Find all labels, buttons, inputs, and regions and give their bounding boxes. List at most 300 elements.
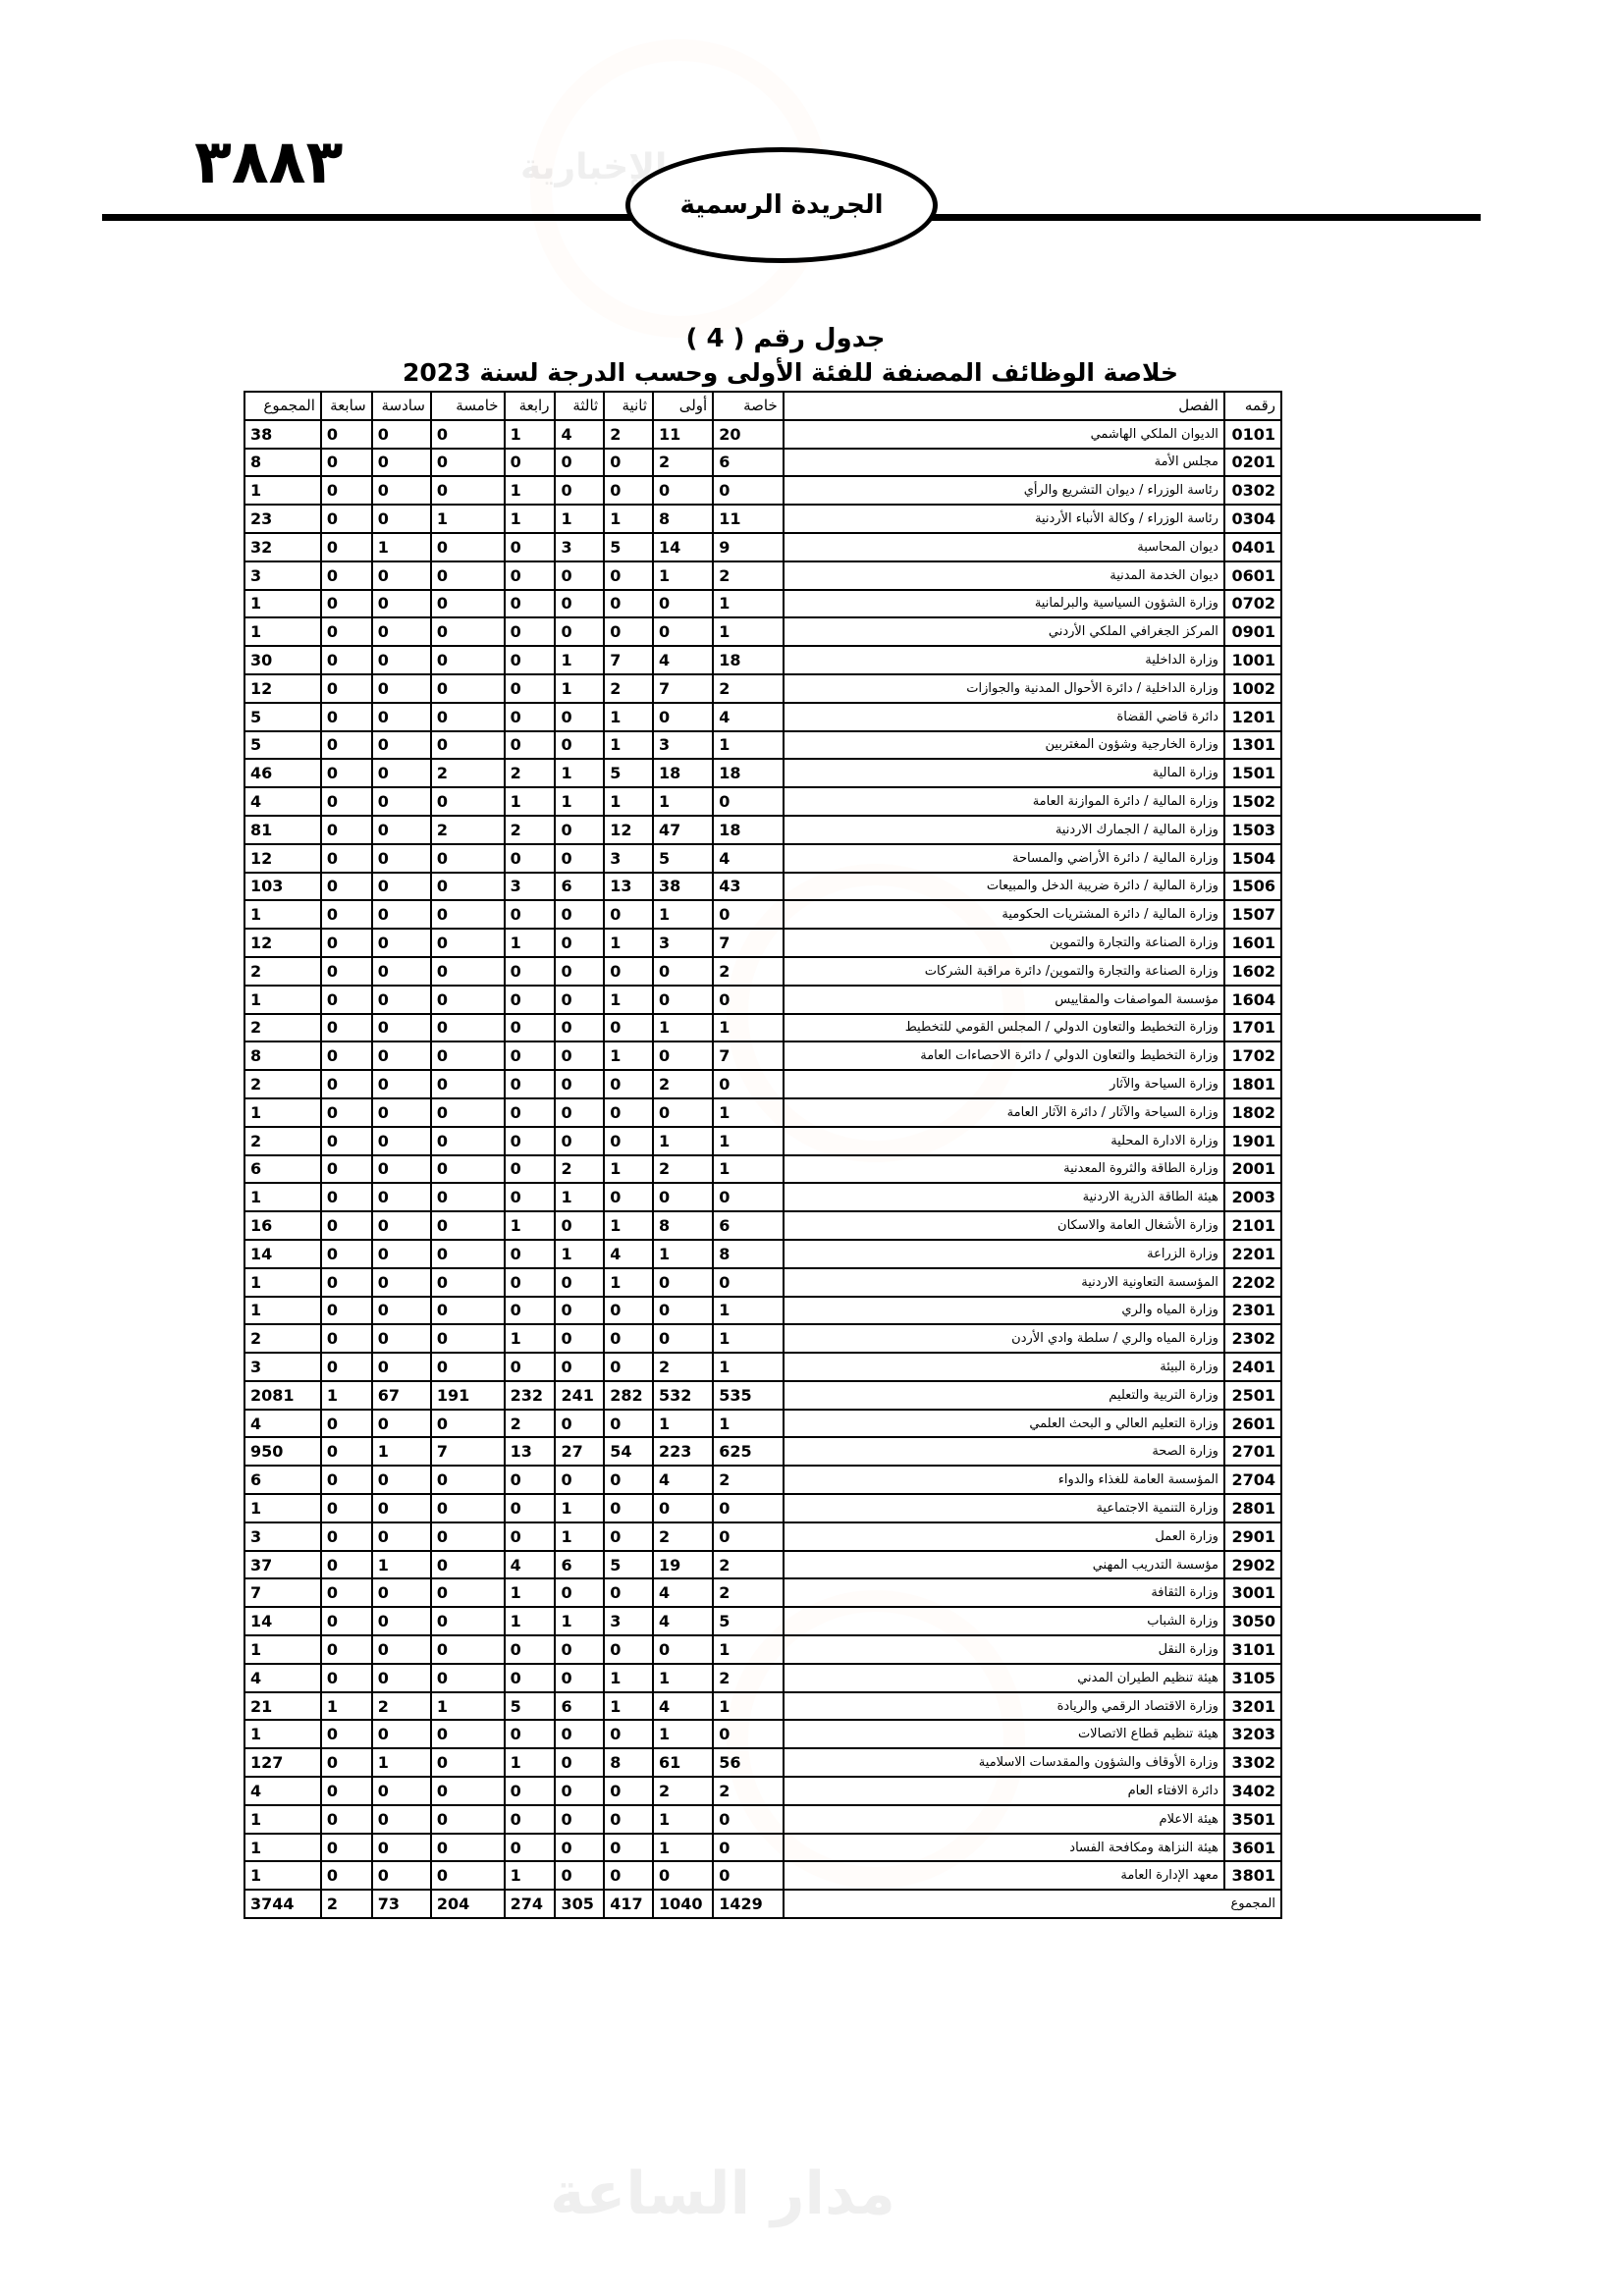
chapter-code: 3402 bbox=[1224, 1777, 1281, 1805]
grade-count-cell: 12 bbox=[604, 816, 653, 844]
chapter-name: وزارة الصناعة والتجارة والتموين/ دائرة مراقبة الشركات bbox=[784, 957, 1224, 986]
table-row bbox=[244, 929, 1281, 957]
grade-count-cell: 2 bbox=[653, 449, 713, 477]
chapter-code: 3201 bbox=[1224, 1692, 1281, 1721]
grade-count-cell: 0 bbox=[653, 617, 713, 646]
grade-count-cell: 2 bbox=[431, 816, 505, 844]
grade-count-cell: 1 bbox=[604, 1268, 653, 1297]
chapter-code: 2704 bbox=[1224, 1466, 1281, 1494]
grade-count-cell: 18 bbox=[713, 759, 784, 787]
chapter-code: 1702 bbox=[1224, 1041, 1281, 1070]
grade-count-cell: 6 bbox=[713, 1211, 784, 1240]
grade-count-cell: 0 bbox=[431, 1664, 505, 1692]
grade-count-cell: 0 bbox=[321, 816, 372, 844]
grade-count-cell: 0 bbox=[555, 1410, 604, 1438]
column-header: خامسة bbox=[431, 392, 505, 420]
grade-count-cell: 0 bbox=[321, 1861, 372, 1890]
grade-count-cell: 18 bbox=[713, 646, 784, 674]
grade-count-cell: 4 bbox=[653, 1607, 713, 1635]
grade-count-cell: 0 bbox=[604, 1635, 653, 1664]
table-row bbox=[244, 787, 1281, 816]
grade-count-cell: 0 bbox=[431, 1127, 505, 1155]
table-row bbox=[244, 617, 1281, 646]
grade-count-cell: 0 bbox=[604, 957, 653, 986]
grade-count-cell: 4 bbox=[604, 1240, 653, 1268]
total-cell: 2 bbox=[321, 1890, 372, 1918]
grade-count-cell: 0 bbox=[431, 1777, 505, 1805]
grade-count-cell: 0 bbox=[604, 1861, 653, 1890]
grade-count-cell: 0 bbox=[604, 1297, 653, 1325]
grade-count-cell: 0 bbox=[604, 617, 653, 646]
grade-count-cell: 0 bbox=[431, 1861, 505, 1890]
grade-count-cell: 5 bbox=[713, 1607, 784, 1635]
grade-count-cell: 0 bbox=[321, 1070, 372, 1098]
table-row bbox=[244, 957, 1281, 986]
chapter-code: 2003 bbox=[1224, 1183, 1281, 1211]
grade-count-cell: 0 bbox=[321, 1578, 372, 1607]
grade-count-cell: 14 bbox=[653, 533, 713, 561]
grade-count-cell: 0 bbox=[505, 1014, 556, 1042]
grade-count-cell: 1 bbox=[244, 1183, 321, 1211]
grade-count-cell: 0 bbox=[372, 590, 431, 618]
table-row bbox=[244, 1410, 1281, 1438]
grade-count-cell: 0 bbox=[555, 1297, 604, 1325]
grade-count-cell: 0 bbox=[372, 1834, 431, 1862]
grade-count-cell: 0 bbox=[713, 476, 784, 505]
table-row bbox=[244, 1324, 1281, 1353]
grade-count-cell: 1 bbox=[372, 1437, 431, 1466]
grade-count-cell: 0 bbox=[372, 1861, 431, 1890]
grade-count-cell: 1 bbox=[244, 1720, 321, 1748]
grade-count-cell: 1 bbox=[244, 1297, 321, 1325]
chapter-code: 2202 bbox=[1224, 1268, 1281, 1297]
grade-count-cell: 0 bbox=[555, 1466, 604, 1494]
grade-count-cell: 0 bbox=[505, 1635, 556, 1664]
chapter-name: وزارة الأوقاف والشؤون والمقدسات الاسلامية bbox=[784, 1748, 1224, 1777]
table-row bbox=[244, 1692, 1281, 1721]
grade-count-cell: 1 bbox=[713, 1297, 784, 1325]
gazette-title: الجريدة الرسمية bbox=[679, 190, 884, 220]
grade-count-cell: 4 bbox=[244, 1410, 321, 1438]
chapter-name: هيئة النزاهة ومكافحة الفساد bbox=[784, 1834, 1224, 1862]
grade-count-cell: 1 bbox=[604, 929, 653, 957]
table-row bbox=[244, 1268, 1281, 1297]
chapter-name: وزارة التخطيط والتعاون الدولي / دائرة الاحصاءات العامة bbox=[784, 1041, 1224, 1070]
grade-count-cell: 0 bbox=[555, 476, 604, 505]
chapter-code: 1501 bbox=[1224, 759, 1281, 787]
chapter-code: 2501 bbox=[1224, 1381, 1281, 1410]
grade-count-cell: 1 bbox=[372, 533, 431, 561]
table-row bbox=[244, 1522, 1281, 1551]
grade-count-cell: 0 bbox=[321, 986, 372, 1014]
grade-count-cell: 0 bbox=[555, 1268, 604, 1297]
grade-count-cell: 0 bbox=[372, 957, 431, 986]
table-row bbox=[244, 505, 1281, 533]
grade-count-cell: 1 bbox=[713, 590, 784, 618]
grade-count-cell: 0 bbox=[505, 1268, 556, 1297]
grade-count-cell: 0 bbox=[604, 1410, 653, 1438]
grade-count-cell: 0 bbox=[372, 674, 431, 703]
grade-count-cell: 2 bbox=[713, 674, 784, 703]
chapter-code: 1201 bbox=[1224, 703, 1281, 731]
chapter-code: 0302 bbox=[1224, 476, 1281, 505]
table-row bbox=[244, 1720, 1281, 1748]
grade-count-cell: 56 bbox=[713, 1748, 784, 1777]
grade-count-cell: 8 bbox=[244, 449, 321, 477]
grade-count-cell: 6 bbox=[555, 1551, 604, 1579]
grade-count-cell: 0 bbox=[372, 703, 431, 731]
grade-count-cell: 1 bbox=[505, 1324, 556, 1353]
grade-count-cell: 0 bbox=[321, 1805, 372, 1834]
grade-count-cell: 2 bbox=[431, 759, 505, 787]
grade-count-cell: 8 bbox=[604, 1748, 653, 1777]
grade-count-cell: 0 bbox=[321, 617, 372, 646]
grade-count-cell: 0 bbox=[431, 476, 505, 505]
grade-count-cell: 1 bbox=[244, 1635, 321, 1664]
column-header: سابعة bbox=[321, 392, 372, 420]
chapter-code: 0201 bbox=[1224, 449, 1281, 477]
table-row bbox=[244, 1578, 1281, 1607]
column-header: أولى bbox=[653, 392, 713, 420]
grade-count-cell: 0 bbox=[653, 957, 713, 986]
grade-count-cell: 1 bbox=[653, 1834, 713, 1862]
grade-count-cell: 0 bbox=[555, 1720, 604, 1748]
chapter-name: رئاسة الوزراء / وكالة الأنباء الأردنية bbox=[784, 505, 1224, 533]
grade-count-cell: 0 bbox=[653, 1297, 713, 1325]
chapter-name: وزارة العمل bbox=[784, 1522, 1224, 1551]
grade-count-cell: 0 bbox=[604, 1014, 653, 1042]
grade-count-cell: 3 bbox=[604, 844, 653, 873]
grade-count-cell: 232 bbox=[505, 1381, 556, 1410]
grade-count-cell: 0 bbox=[653, 476, 713, 505]
grade-count-cell: 0 bbox=[431, 561, 505, 590]
chapter-code: 1601 bbox=[1224, 929, 1281, 957]
grade-count-cell: 1 bbox=[505, 929, 556, 957]
grade-count-cell: 0 bbox=[555, 590, 604, 618]
grade-count-cell: 0 bbox=[372, 1041, 431, 1070]
chapter-code: 2801 bbox=[1224, 1494, 1281, 1522]
table-row bbox=[244, 646, 1281, 674]
grade-count-cell: 0 bbox=[505, 1664, 556, 1692]
grade-count-cell: 3 bbox=[244, 561, 321, 590]
table-row bbox=[244, 476, 1281, 505]
grade-count-cell: 2 bbox=[244, 957, 321, 986]
grade-count-cell: 11 bbox=[713, 505, 784, 533]
grade-count-cell: 1 bbox=[244, 476, 321, 505]
grade-count-cell: 1 bbox=[713, 1353, 784, 1381]
grade-count-cell: 1 bbox=[653, 1805, 713, 1834]
grade-count-cell: 5 bbox=[604, 1551, 653, 1579]
total-cell: 3744 bbox=[244, 1890, 321, 1918]
grade-count-cell: 32 bbox=[244, 533, 321, 561]
chapter-code: 2901 bbox=[1224, 1522, 1281, 1551]
grade-count-cell: 1 bbox=[505, 476, 556, 505]
grade-count-cell: 2 bbox=[653, 1155, 713, 1184]
chapter-code: 1801 bbox=[1224, 1070, 1281, 1098]
chapter-name: وزارة الداخلية bbox=[784, 646, 1224, 674]
table-row bbox=[244, 1183, 1281, 1211]
column-header: رابعة bbox=[505, 392, 556, 420]
grade-count-cell: 1 bbox=[604, 1211, 653, 1240]
grade-count-cell: 0 bbox=[505, 957, 556, 986]
grade-count-cell: 0 bbox=[555, 1635, 604, 1664]
grade-count-cell: 241 bbox=[555, 1381, 604, 1410]
grade-count-cell: 0 bbox=[604, 900, 653, 929]
chapter-code: 2902 bbox=[1224, 1551, 1281, 1579]
grade-count-cell: 0 bbox=[555, 957, 604, 986]
table-row bbox=[244, 816, 1281, 844]
chapter-code: 1503 bbox=[1224, 816, 1281, 844]
chapter-name: دائرة الافتاء العام bbox=[784, 1777, 1224, 1805]
grade-count-cell: 0 bbox=[431, 1070, 505, 1098]
grade-count-cell: 0 bbox=[604, 1578, 653, 1607]
chapter-code: 0304 bbox=[1224, 505, 1281, 533]
grade-count-cell: 0 bbox=[431, 1211, 505, 1240]
grade-count-cell: 1 bbox=[555, 787, 604, 816]
grade-count-cell: 0 bbox=[555, 900, 604, 929]
grade-count-cell: 0 bbox=[431, 1014, 505, 1042]
table-title: خلاصة الوظائف المصنفة للفئة الأولى وحسب الدرجة لسنة 2023 bbox=[403, 358, 1178, 387]
grade-count-cell: 0 bbox=[372, 986, 431, 1014]
grade-count-cell: 0 bbox=[505, 646, 556, 674]
table-row bbox=[244, 1664, 1281, 1692]
grade-count-cell: 1 bbox=[505, 420, 556, 449]
chapter-name: مؤسسة المواصفات والمقاييس bbox=[784, 986, 1224, 1014]
grade-count-cell: 0 bbox=[321, 646, 372, 674]
grade-count-cell: 0 bbox=[505, 1070, 556, 1098]
grade-count-cell: 0 bbox=[431, 1410, 505, 1438]
chapter-code: 3801 bbox=[1224, 1861, 1281, 1890]
grade-count-cell: 1 bbox=[713, 731, 784, 760]
grade-count-cell: 103 bbox=[244, 873, 321, 901]
grade-count-cell: 1 bbox=[604, 731, 653, 760]
grade-count-cell: 0 bbox=[555, 1664, 604, 1692]
grade-count-cell: 0 bbox=[505, 1522, 556, 1551]
grade-count-cell: 1 bbox=[372, 1551, 431, 1579]
grade-count-cell: 2 bbox=[244, 1127, 321, 1155]
grade-count-cell: 0 bbox=[372, 1805, 431, 1834]
table-row bbox=[244, 1635, 1281, 1664]
grade-count-cell: 0 bbox=[505, 590, 556, 618]
grade-count-cell: 0 bbox=[321, 1098, 372, 1127]
grade-count-cell: 2 bbox=[604, 674, 653, 703]
grade-count-cell: 1 bbox=[713, 1410, 784, 1438]
grade-count-cell: 2 bbox=[244, 1014, 321, 1042]
chapter-code: 0401 bbox=[1224, 533, 1281, 561]
grade-count-cell: 0 bbox=[555, 1805, 604, 1834]
grade-count-cell: 0 bbox=[555, 1070, 604, 1098]
grade-count-cell: 0 bbox=[505, 1353, 556, 1381]
grade-count-cell: 0 bbox=[713, 1494, 784, 1522]
grade-count-cell: 19 bbox=[653, 1551, 713, 1579]
watermark-brand-text: مدار الساعة bbox=[550, 2160, 895, 2228]
grade-count-cell: 12 bbox=[244, 674, 321, 703]
chapter-name: وزارة التخطيط والتعاون الدولي / المجلس القومي للتخطيط bbox=[784, 1014, 1224, 1042]
table-row bbox=[244, 1155, 1281, 1184]
grade-count-cell: 0 bbox=[431, 1607, 505, 1635]
grade-count-cell: 1 bbox=[555, 1494, 604, 1522]
grade-count-cell: 1 bbox=[713, 1692, 784, 1721]
grade-count-cell: 0 bbox=[372, 1098, 431, 1127]
table-row bbox=[244, 590, 1281, 618]
table-row bbox=[244, 1240, 1281, 1268]
grade-count-cell: 0 bbox=[713, 1720, 784, 1748]
grade-count-cell: 13 bbox=[505, 1437, 556, 1466]
grade-count-cell: 0 bbox=[321, 1211, 372, 1240]
table-row bbox=[244, 449, 1281, 477]
grade-count-cell: 0 bbox=[431, 1297, 505, 1325]
grade-count-cell: 0 bbox=[321, 1410, 372, 1438]
grade-count-cell: 1 bbox=[244, 1861, 321, 1890]
grade-count-cell: 0 bbox=[431, 1353, 505, 1381]
watermark-top-text: الإخبارية bbox=[520, 147, 668, 187]
grade-count-cell: 0 bbox=[505, 561, 556, 590]
grade-count-cell: 8 bbox=[244, 1041, 321, 1070]
grade-count-cell: 0 bbox=[505, 1240, 556, 1268]
grade-count-cell: 0 bbox=[713, 1070, 784, 1098]
grade-count-cell: 1 bbox=[713, 1155, 784, 1184]
grade-count-cell: 7 bbox=[431, 1437, 505, 1466]
grade-count-cell: 282 bbox=[604, 1381, 653, 1410]
grade-count-cell: 0 bbox=[505, 449, 556, 477]
grade-count-cell: 1 bbox=[505, 1211, 556, 1240]
grade-count-cell: 1 bbox=[604, 505, 653, 533]
grade-count-cell: 0 bbox=[372, 1777, 431, 1805]
grade-count-cell: 0 bbox=[555, 844, 604, 873]
grade-count-cell: 0 bbox=[321, 1155, 372, 1184]
grade-count-cell: 0 bbox=[505, 1805, 556, 1834]
grade-count-cell: 0 bbox=[431, 1748, 505, 1777]
grade-count-cell: 2 bbox=[653, 1522, 713, 1551]
grade-count-cell: 0 bbox=[555, 1777, 604, 1805]
grade-count-cell: 0 bbox=[505, 1041, 556, 1070]
chapter-code: 2101 bbox=[1224, 1211, 1281, 1240]
chapter-name: وزارة الشؤون السياسية والبرلمانية bbox=[784, 590, 1224, 618]
grade-count-cell: 0 bbox=[431, 1041, 505, 1070]
grade-count-cell: 0 bbox=[431, 703, 505, 731]
grade-count-cell: 0 bbox=[372, 816, 431, 844]
grade-count-cell: 0 bbox=[653, 986, 713, 1014]
grade-count-cell: 5 bbox=[604, 759, 653, 787]
grade-count-cell: 0 bbox=[321, 1240, 372, 1268]
grade-count-cell: 47 bbox=[653, 816, 713, 844]
grade-count-cell: 0 bbox=[431, 420, 505, 449]
grade-count-cell: 0 bbox=[555, 1041, 604, 1070]
chapter-name: وزارة البيئة bbox=[784, 1353, 1224, 1381]
grade-count-cell: 3 bbox=[505, 873, 556, 901]
grade-count-cell: 0 bbox=[505, 703, 556, 731]
grade-count-cell: 0 bbox=[604, 1522, 653, 1551]
chapter-code: 1301 bbox=[1224, 731, 1281, 760]
grade-count-cell: 1 bbox=[653, 1127, 713, 1155]
grade-count-cell: 0 bbox=[321, 420, 372, 449]
grade-count-cell: 0 bbox=[372, 873, 431, 901]
grade-count-cell: 0 bbox=[555, 986, 604, 1014]
grade-count-cell: 0 bbox=[321, 674, 372, 703]
grade-count-cell: 0 bbox=[713, 900, 784, 929]
grade-count-cell: 3 bbox=[604, 1607, 653, 1635]
grade-count-cell: 0 bbox=[505, 1098, 556, 1127]
grade-count-cell: 0 bbox=[372, 900, 431, 929]
grade-count-cell: 6 bbox=[555, 1692, 604, 1721]
grade-count-cell: 0 bbox=[372, 561, 431, 590]
grade-count-cell: 1 bbox=[244, 900, 321, 929]
chapter-name: وزارة المياه والري / سلطة وادي الأردن bbox=[784, 1324, 1224, 1353]
chapter-name: وزارة الاقتصاد الرقمي والريادة bbox=[784, 1692, 1224, 1721]
grade-count-cell: 38 bbox=[653, 873, 713, 901]
total-cell: 1040 bbox=[653, 1890, 713, 1918]
grade-count-cell: 0 bbox=[653, 703, 713, 731]
grade-count-cell: 0 bbox=[604, 590, 653, 618]
grade-count-cell: 0 bbox=[604, 1098, 653, 1127]
table-row bbox=[244, 1861, 1281, 1890]
grade-count-cell: 0 bbox=[372, 476, 431, 505]
grade-count-cell: 0 bbox=[713, 1861, 784, 1890]
grade-count-cell: 0 bbox=[431, 590, 505, 618]
grade-count-cell: 2 bbox=[713, 1551, 784, 1579]
grade-count-cell: 0 bbox=[321, 476, 372, 505]
chapter-code: 2201 bbox=[1224, 1240, 1281, 1268]
grade-count-cell: 7 bbox=[713, 1041, 784, 1070]
grade-count-cell: 5 bbox=[604, 533, 653, 561]
grade-count-cell: 0 bbox=[431, 957, 505, 986]
chapter-code: 1802 bbox=[1224, 1098, 1281, 1127]
chapter-code: 3050 bbox=[1224, 1607, 1281, 1635]
total-cell: 73 bbox=[372, 1890, 431, 1918]
table-row bbox=[244, 1551, 1281, 1579]
grade-count-cell: 6 bbox=[555, 873, 604, 901]
grade-count-cell: 2 bbox=[713, 1777, 784, 1805]
table-row bbox=[244, 1014, 1281, 1042]
chapter-name: وزارة الصحة bbox=[784, 1437, 1224, 1466]
grade-count-cell: 5 bbox=[244, 731, 321, 760]
table-row bbox=[244, 1297, 1281, 1325]
grade-count-cell: 0 bbox=[321, 1127, 372, 1155]
chapter-name: وزارة المالية bbox=[784, 759, 1224, 787]
grade-count-cell: 0 bbox=[604, 1324, 653, 1353]
grade-count-cell: 0 bbox=[555, 929, 604, 957]
grade-count-cell: 0 bbox=[431, 1268, 505, 1297]
grade-count-cell: 4 bbox=[505, 1551, 556, 1579]
chapter-name: هيئة تنظيم الطيران المدني bbox=[784, 1664, 1224, 1692]
column-header: خاصة bbox=[713, 392, 784, 420]
grade-count-cell: 0 bbox=[321, 449, 372, 477]
column-header: الفصل bbox=[784, 392, 1224, 420]
grade-count-cell: 1 bbox=[244, 590, 321, 618]
grade-count-cell: 1 bbox=[604, 1155, 653, 1184]
grade-count-cell: 0 bbox=[372, 1297, 431, 1325]
grade-count-cell: 1 bbox=[713, 1014, 784, 1042]
grade-count-cell: 3 bbox=[653, 929, 713, 957]
grade-count-cell: 0 bbox=[372, 1155, 431, 1184]
grade-count-cell: 46 bbox=[244, 759, 321, 787]
grade-count-cell: 0 bbox=[321, 1466, 372, 1494]
grade-count-cell: 2081 bbox=[244, 1381, 321, 1410]
grade-count-cell: 14 bbox=[244, 1607, 321, 1635]
grade-count-cell: 0 bbox=[431, 533, 505, 561]
chapter-name: هيئة الطاقة الذرية الاردنية bbox=[784, 1183, 1224, 1211]
table-row bbox=[244, 900, 1281, 929]
chapter-code: 0601 bbox=[1224, 561, 1281, 590]
grade-count-cell: 38 bbox=[244, 420, 321, 449]
chapter-name: معهد الإدارة العامة bbox=[784, 1861, 1224, 1890]
grade-count-cell: 0 bbox=[555, 1324, 604, 1353]
column-header: ثالثة bbox=[555, 392, 604, 420]
grade-count-cell: 0 bbox=[321, 873, 372, 901]
grade-count-cell: 0 bbox=[431, 787, 505, 816]
grade-count-cell: 54 bbox=[604, 1437, 653, 1466]
grade-count-cell: 21 bbox=[244, 1692, 321, 1721]
